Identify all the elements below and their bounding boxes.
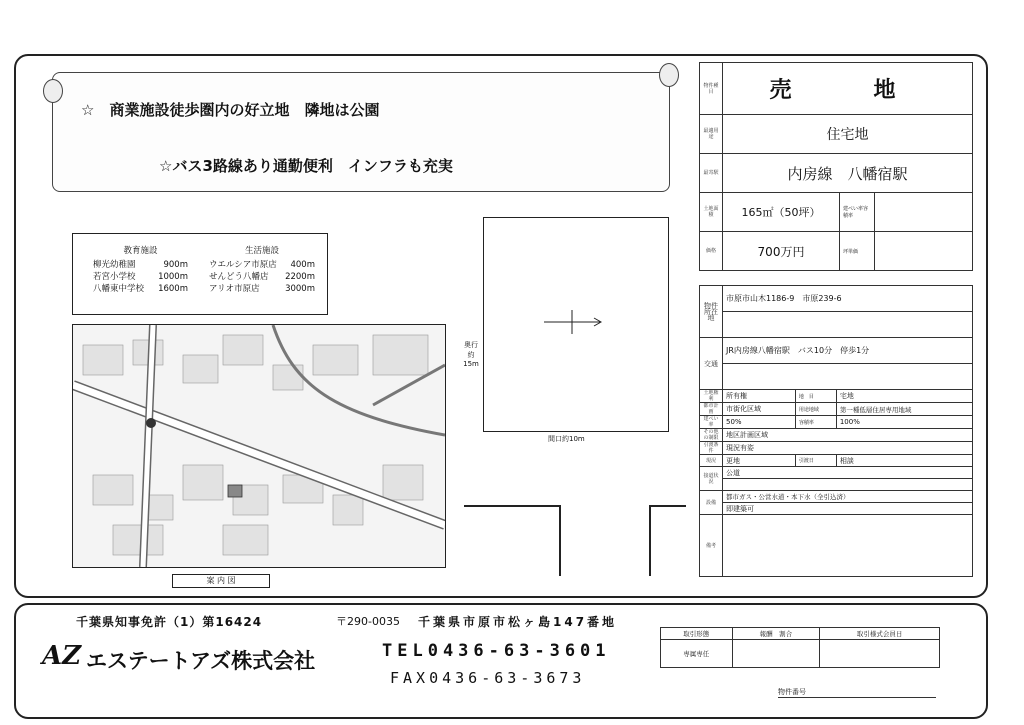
property-number: 物件番号 — [778, 687, 936, 698]
headline-banner — [52, 72, 670, 192]
depth-label: 奥行 約15m — [463, 341, 479, 368]
table-row: 引渡条件 現況有姿 — [700, 442, 973, 455]
headline-line-2: ☆バス3路線あり通勤便利 インフラも充実 — [159, 157, 453, 175]
price-value: 700万円 — [723, 232, 840, 271]
list-item: ウエルシア市原店 400m — [209, 260, 315, 270]
access-label: 交通 — [700, 338, 723, 390]
company-address: 千葉県市原市松ヶ島147番地 — [418, 615, 618, 629]
list-item: せんどう八幡店 2200m — [209, 272, 315, 282]
table-row: その他の制限 地区計画区域 — [700, 429, 973, 442]
company-fax: FAX0436-63-3673 — [390, 669, 586, 687]
license-number: 千葉県知事免許（1）第16424 — [76, 615, 263, 629]
table-row: 備考 — [700, 515, 973, 577]
summary-table — [699, 62, 973, 271]
list-item: アリオ市原店 3000m — [209, 284, 315, 294]
living-title: 生活施設 — [244, 246, 279, 256]
list-item: 柳光幼稚園 900m — [93, 260, 188, 270]
area-label: 土地面積 — [700, 193, 723, 232]
address-label: 物件所在地 — [700, 286, 723, 338]
use-label: 最適用途 — [700, 115, 723, 154]
transaction-stamp-box: 取引形態 報酬 割合 取引様式会員日 専属専任 — [660, 627, 940, 668]
station-value: 内房線 八幡宿駅 — [723, 154, 973, 193]
table-row: 現況 更地 引渡日 相談 — [700, 455, 973, 467]
tsubo-label: 坪単価 — [840, 232, 875, 271]
headline-line-1: ☆ 商業施設徒歩圏内の好立地 隣地は公園 — [81, 101, 380, 119]
building-ratio-label: 建ぺい率容積率 — [840, 193, 875, 232]
nearby-facilities — [72, 233, 328, 315]
use-value: 住宅地 — [723, 115, 973, 154]
table-row: 接道状況 公道 — [700, 467, 973, 479]
table-row: 設備 都市ガス・公営水道・本下水（全引込済） — [700, 491, 973, 503]
education-facilities — [93, 244, 188, 295]
area-value: 165㎡（50坪） — [723, 193, 840, 232]
price-label: 価格 — [700, 232, 723, 271]
scroll-curl-right — [659, 63, 679, 87]
station-label: 最寄駅 — [700, 154, 723, 193]
company-footer — [14, 603, 988, 719]
company-tel: TEL0436-63-3601 — [382, 641, 611, 661]
details-table: 物件所在地 市原市山木1186-9 市原239-6 交通 JR内房線八幡宿駅 バス10分 停歩1分 土地権利 所有権 地 目 宅地 都市計画 市街化区域 用途地域 第一種低層住居専用地域 建ぺい率 50% 容積率 100% その他の制限 地区計画区域 引渡条件 現況有姿 現況 更地 引渡日 相談 接道状況 公道 設備 都市ガス・公営水道・本下水（全引込済） 即建築可 備考 — [699, 285, 973, 577]
company-logo-icon: AZ — [42, 641, 82, 671]
table-row: 建ぺい率 50% 容積率 100% — [700, 416, 973, 429]
education-title: 教育施設 — [123, 246, 158, 256]
table-row: 土地権利 所有権 地 目 宅地 — [700, 390, 973, 403]
lot-diagram — [483, 217, 669, 432]
map-caption: 案 内 図 — [172, 574, 270, 588]
table-row: 都市計画 市街化区域 用途地域 第一種低層住居専用地域 — [700, 403, 973, 416]
company-name: エステートアズ株式会社 — [86, 649, 316, 673]
living-facilities — [209, 244, 315, 295]
list-item: 若宮小学校 1000m — [93, 272, 188, 282]
north-arrow-icon — [544, 310, 604, 334]
address-value: 市原市山木1186-9 市原239-6 — [723, 286, 973, 312]
postal-code: 〒290-0035 — [336, 615, 400, 628]
scroll-curl-left — [43, 79, 63, 103]
map-illustration — [73, 325, 445, 567]
type-value: 売 地 — [723, 63, 973, 115]
road-lines — [460, 500, 690, 580]
location-map — [72, 324, 446, 568]
access-value: JR内房線八幡宿駅 バス10分 停歩1分 — [723, 338, 973, 364]
frontage-label: 間口約10m — [548, 435, 585, 443]
type-label: 物件種目 — [700, 63, 723, 115]
list-item: 八幡東中学校 1600m — [93, 284, 188, 294]
